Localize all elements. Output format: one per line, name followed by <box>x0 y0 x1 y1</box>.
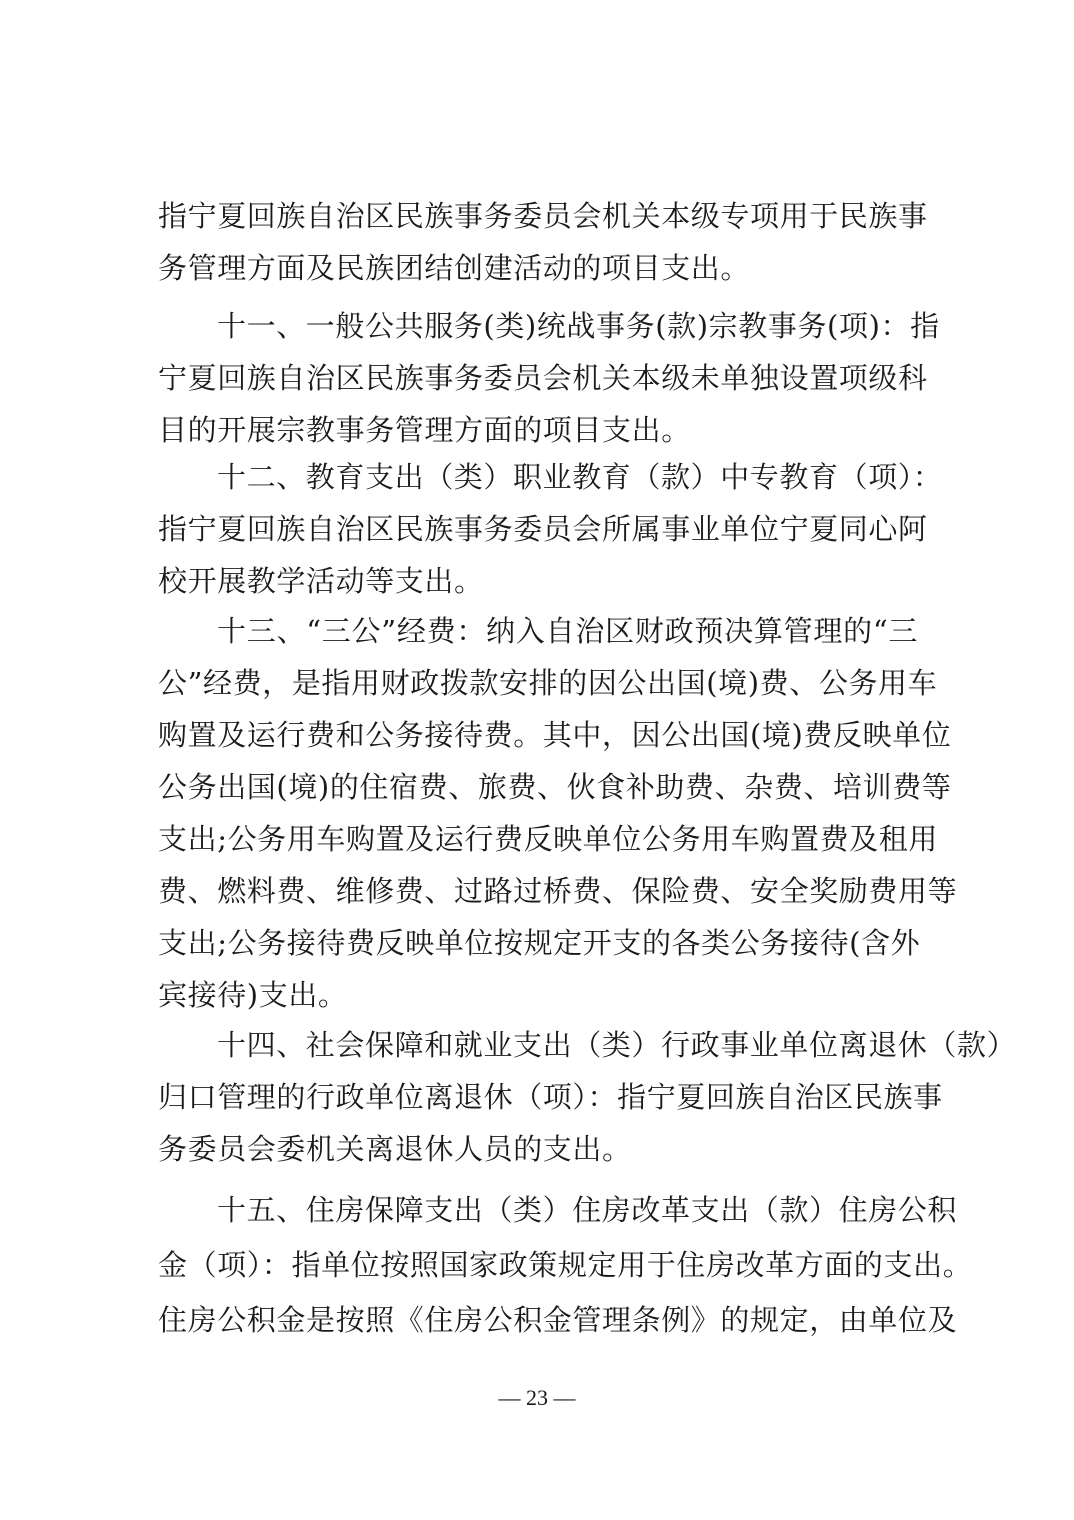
text-line: 目的开展宗教事务管理方面的项目支出。 <box>158 413 691 447</box>
page-number: — 23 — <box>498 1385 576 1410</box>
text-line: 十五、住房保障支出（类）住房改革支出（款）住房公积 <box>217 1193 958 1227</box>
text-line: 支出;公务接待费反映单位按规定开支的各类公务接待(含外 <box>158 926 921 960</box>
text-line: 十一、一般公共服务(类)统战事务(款)宗教事务(项)：指 <box>217 309 940 343</box>
text-line: 购置及运行费和公务接待费。其中，因公出国(境)费反映单位 <box>158 718 952 752</box>
text-line: 住房公积金是按照《住房公积金管理条例》的规定，由单位及 <box>158 1303 958 1337</box>
text-line: 十三、“三公”经费：纳入自治区财政预决算管理的“三 <box>217 614 918 648</box>
text-line: 公务出国(境)的住宿费、旅费、伙食补助费、杂费、培训费等 <box>158 770 952 804</box>
text-line: 十二、教育支出（类）职业教育（款）中专教育（项）： <box>217 460 943 494</box>
text-line: 支出;公务用车购置及运行费反映单位公务用车购置费及租用 <box>158 822 938 856</box>
text-line: 金（项）：指单位按照国家政策规定用于住房改革方面的支出。 <box>158 1248 973 1282</box>
text-line: 务管理方面及民族团结创建活动的项目支出。 <box>158 251 751 285</box>
text-line: 宁夏回族自治区民族事务委员会机关本级未单独设置项级科 <box>158 361 928 395</box>
text-line: 指宁夏回族自治区民族事务委员会机关本级专项用于民族事 <box>158 199 928 233</box>
text-line: 费、燃料费、维修费、过路过桥费、保险费、安全奖励费用等 <box>158 874 958 908</box>
text-line: 归口管理的行政单位离退休（项）：指宁夏回族自治区民族事 <box>158 1080 943 1114</box>
text-line: 校开展教学活动等支出。 <box>158 564 484 598</box>
text-line: 宾接待)支出。 <box>158 978 348 1012</box>
text-line: 公”经费，是指用财政拨款安排的因公出国(境)费、公务用车 <box>158 666 938 700</box>
text-line: 务委员会委机关离退休人员的支出。 <box>158 1132 632 1166</box>
text-line: 十四、社会保障和就业支出（类）行政事业单位离退休（款） <box>217 1028 1017 1062</box>
text-line: 指宁夏回族自治区民族事务委员会所属事业单位宁夏同心阿 <box>158 512 928 546</box>
